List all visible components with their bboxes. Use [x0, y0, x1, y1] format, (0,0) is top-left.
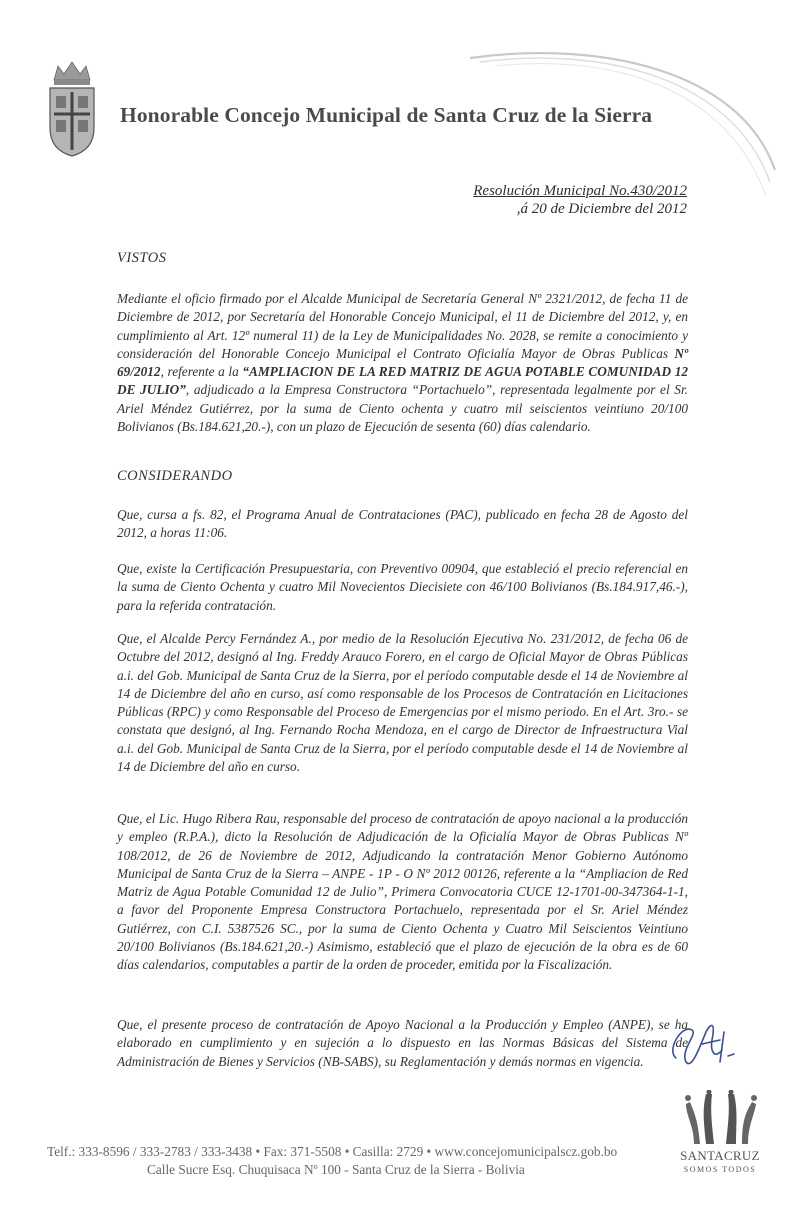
considerando-paragraph-2: Que, existe la Certificación Presupuestaria, con Preventivo 00904, que estableció el precio referencial en la suma de Ciento Ochenta y cuatro Mil Novecientos Diecisiete con 46/100 Bolivianos (Bs.184.917,46.-), para la referida contratación.	[117, 561, 688, 613]
city-logo-text: SANTACRUZ	[680, 1148, 760, 1163]
vistos-text-c: , referente a la	[160, 364, 243, 380]
vistos-text-e: , adjudicado a la Empresa Constructora “Portachuelo”, representada legalmente por el Sr. Ariel Méndez Gutiérrez, por la suma de Ciento ochenta y cuatro mil seiscientos veintiuno 20/100 Bolivianos (Bs.184.621,20.-), con un plazo de Ejecución de sesenta (60) días calendario.	[117, 382, 688, 435]
resolution-date: ,á 20 de Diciembre del 2012	[516, 201, 687, 217]
santa-cruz-logo	[680, 1090, 760, 1180]
project-title: “AMPLIACION DE LA RED MATRIZ DE AGUA POTABLE COMUNIDAD 12 DE JULIO”	[117, 364, 689, 398]
footer-contact: Telf.: 333-8596 / 333-2783 / 333-3438 • Fax: 371-5508 • Casilla: 2729 • www.concejomunicipalscz.gob.bo	[47, 1144, 618, 1159]
city-logo-tagline: SOMOS TODOS	[683, 1165, 757, 1174]
organization-name: Honorable Concejo Municipal de Santa Cruz de la Sierra	[120, 103, 653, 127]
considerando-heading: CONSIDERANDO	[117, 468, 233, 484]
contract-number: Nº 69/2012	[117, 345, 688, 380]
footer-address: Calle Sucre Esq. Chuquisaca Nº 100 - Santa Cruz de la Sierra - Bolivia	[147, 1162, 525, 1177]
considerando-paragraph-1: Que, cursa a fs. 82, el Programa Anual de Contrataciones (PAC), publicado en fecha 28 de Agosto del 2012, a horas 11:06.	[117, 507, 688, 541]
handwritten-initials-signature	[662, 1010, 742, 1080]
considerando-paragraph-3: Que, el Alcalde Percy Fernández A., por medio de la Resolución Ejecutiva No. 231/2012, de fecha 06 de Octubre del 2012, designó al Ing. Freddy Arauco Forero, en el cargo de Oficial Mayor de Obras Públicas a.i. del Gob. Municipal de Santa Cruz de la Sierra, por el período computable desde el 14 de Noviembre al 14 de Diciembre del año en curso, así como responsable de los Procesos de Contratación en Licitaciones Públicas (RPC) y como Responsable del Proceso de Emergencias por el mismo periodo. En el Art. 3ro.- se constata que designó, al Ing. Fernando Rocha Mendoza, en el cargo de Director de Infraestructura Vial a.i. del Gob. Municipal de Santa Cruz de la Sierra, por el período computable desde el 14 de Noviembre al 14 de Diciembre del año en curso.	[117, 631, 688, 775]
vistos-text-a: Mediante el oficio firmado por el Alcalde Municipal de Secretaría General Nº 2321/2012, de fecha 11 de Diciembre de 2012, por Secretaría del Honorable Concejo Municipal, el 11 de Diciembre del 2012, y, en cumplimiento al Art. 12º numeral 11) de la Ley de Municipalidades No. 2028, se remite a conocimiento y consideración del Honorable Concejo Municipal el Contrato Oficialía Mayor de Obras Publicas	[117, 291, 688, 361]
resolution-number: Resolución Municipal No.430/2012	[473, 183, 687, 199]
vistos-paragraph	[117, 290, 688, 436]
coat-of-arms-icon	[46, 58, 98, 158]
vistos-heading: VISTOS	[117, 250, 167, 266]
considerando-paragraph-5: Que, el presente proceso de contratación de Apoyo Nacional a la Producción y Empleo (ANPE), se ha elaborado en cumplimiento y en sujeción a lo dispuesto en las Normas Básicas del Sistema de Administración de Bienes y Servicios (NB-SABS), su Reglamentación y demás normas en vigencia.	[117, 1017, 688, 1069]
considerando-paragraph-4: Que, el Lic. Hugo Ribera Rau, responsable del proceso de contratación de apoyo nacional a la producción y empleo (R.P.A.), dicto la Resolución de Adjudicación de la Oficialía Mayor de Obras Publicas Nº 108/2012, de 26 de Noviembre de 2012, Adjudicando la contratación Menor Gobierno Autónomo Municipal de Santa Cruz de la Sierra – ANPE - 1P - O Nº 2012 00126, referente a la “Ampliacion de Red Matriz de Agua Potable Comunidad 12 de Julio”, Primera Convocatoria CUCE 12-1701-00-347364-1-1, a favor del Proponente Empresa Constructora Portachuelo, representada por el Sr. Ariel Méndez Gutiérrez, con C.I. 5387526 SC., por la suma de Ciento Ochenta y Cuatro Mil Seiscientos Veintiuno 20/100 Bolivianos (Bs.184.621,20.-) Asimismo, estableció que el plazo de ejecución de la obra es de 60 días calendarios, computables a partir de la orden de proceder, emitida por la Fiscalización.	[117, 811, 688, 973]
people-figures-icon	[680, 1090, 760, 1148]
resolution-block	[473, 182, 687, 218]
